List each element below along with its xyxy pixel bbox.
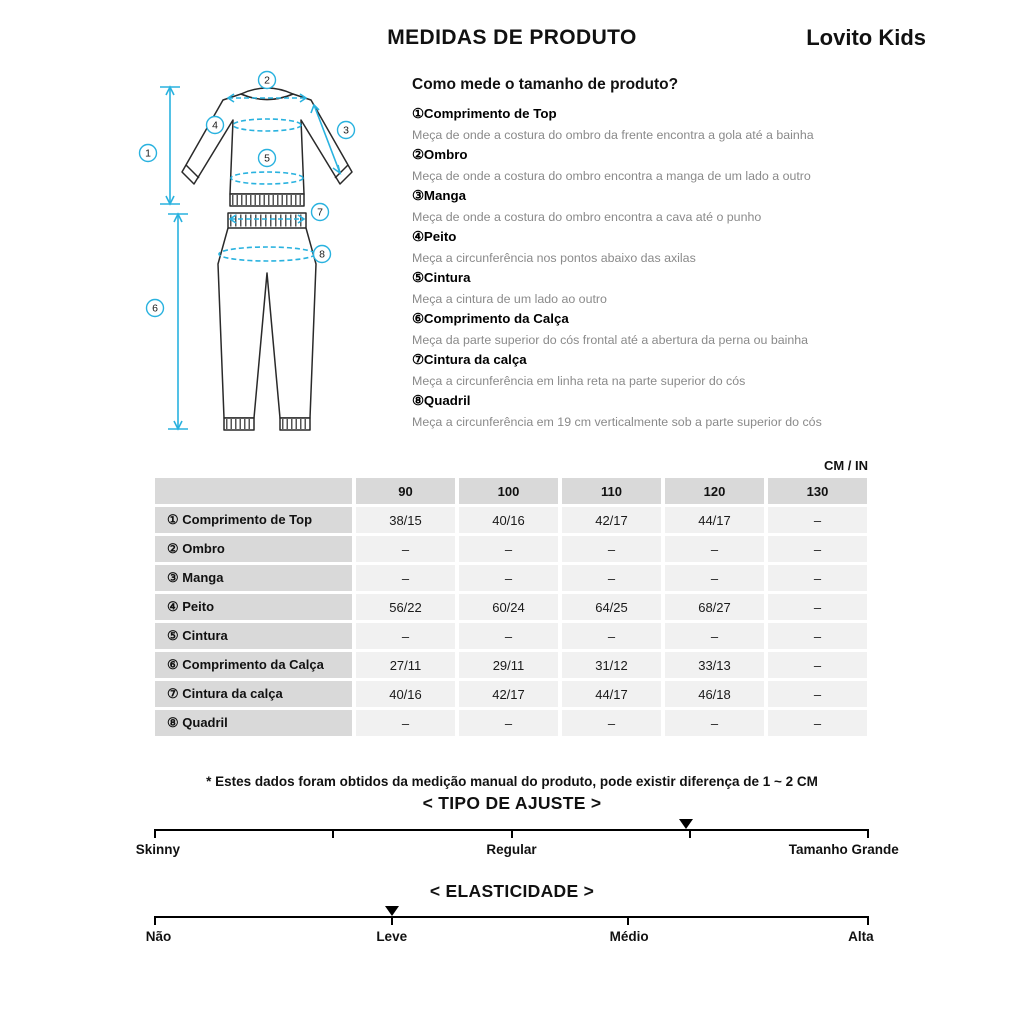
table-cell: 44/17 [562, 681, 661, 707]
elasticity-scale-marker [385, 906, 399, 916]
fit-label-regular: Regular [486, 842, 537, 857]
svg-text:8: 8 [319, 248, 325, 261]
item-title: Comprimento da Calça [423, 311, 569, 326]
elasticity-label-medium: Médio [609, 929, 649, 944]
size-col-header: 120 [665, 478, 764, 504]
table-cell: 40/16 [459, 507, 558, 533]
measure-item [412, 227, 917, 268]
fit-scale-title: < TIPO DE AJUSTE > [422, 793, 602, 813]
measure-item [412, 350, 917, 391]
scale-tick [154, 829, 156, 838]
measure-item [412, 104, 917, 145]
table-cell: – [768, 681, 867, 707]
size-col-header: 100 [459, 478, 558, 504]
table-cell: 68/27 [665, 594, 764, 620]
table-cell: – [459, 536, 558, 562]
table-cell: 60/24 [459, 594, 558, 620]
table-cell: 42/17 [459, 681, 558, 707]
table-cell: 40/16 [356, 681, 455, 707]
item-title: Ombro [423, 147, 468, 162]
item-number: ③ [412, 188, 424, 203]
table-cell: 56/22 [356, 594, 455, 620]
table-cell: – [562, 536, 661, 562]
row-label: ② Ombro [155, 536, 352, 562]
scale-tick [867, 829, 869, 838]
item-number: ⑧ [412, 393, 424, 408]
item-description: Meça da parte superior do cós frontal até a abertura da perna ou bainha [412, 332, 809, 347]
row-label: ⑤ Cintura [155, 623, 352, 649]
item-title: Cintura da calça [423, 352, 527, 367]
fit-scale-marker [679, 819, 693, 829]
svg-text:6: 6 [152, 302, 158, 315]
scale-tick [511, 829, 513, 838]
table-cell: – [356, 623, 455, 649]
how-to-measure-section [412, 76, 917, 432]
item-description: Meça de onde a costura do ombro encontra a manga de um lado a outro [412, 168, 811, 183]
row-label: ① Comprimento de Top [155, 507, 352, 533]
table-cell: – [562, 565, 661, 591]
svg-text:3: 3 [343, 124, 349, 137]
item-title: Manga [423, 188, 467, 203]
scale-tick [689, 829, 691, 838]
measure-item [412, 309, 917, 350]
table-cell: 46/18 [665, 681, 764, 707]
svg-text:1: 1 [145, 147, 151, 160]
brand-logo: Lovito Kids [806, 25, 926, 50]
table-cell: – [768, 594, 867, 620]
table-cell: – [459, 565, 558, 591]
measure-item [412, 391, 917, 432]
table-cell: – [768, 652, 867, 678]
item-title: Peito [423, 229, 457, 244]
scale-tick [627, 916, 629, 925]
scale-tick [391, 916, 393, 925]
scale-tick [332, 829, 334, 838]
svg-text:2: 2 [264, 74, 270, 87]
item-title: Quadril [423, 393, 471, 408]
item-number: ⑦ [412, 352, 424, 367]
size-col-header: 110 [562, 478, 661, 504]
table-cell: – [356, 565, 455, 591]
row-label: ⑦ Cintura da calça [155, 681, 352, 707]
item-title: Cintura [423, 270, 471, 285]
table-cell: – [356, 710, 455, 736]
scale-tick [154, 916, 156, 925]
item-description: Meça a circunferência em linha reta na parte superior do cós [412, 373, 746, 388]
fit-scale [135, 829, 899, 857]
size-col-header: 90 [356, 478, 455, 504]
table-cell: – [768, 710, 867, 736]
item-number: ④ [412, 229, 424, 244]
table-cell: 31/12 [562, 652, 661, 678]
elasticity-label-high: Alta [848, 929, 874, 944]
top-outline [182, 88, 352, 206]
table-cell: 44/17 [665, 507, 764, 533]
table-cell: – [768, 507, 867, 533]
table-cell: – [562, 623, 661, 649]
item-description: Meça de onde a costura do ombro da frente encontra a gola até a bainha [412, 127, 814, 142]
fit-label-skinny: Skinny [135, 842, 180, 857]
table-cell: 27/11 [356, 652, 455, 678]
row-label: ⑥ Comprimento da Calça [155, 652, 352, 678]
table-cell: – [665, 536, 764, 562]
page-title: MEDIDAS DE PRODUTO [387, 26, 637, 49]
unit-label: CM / IN [823, 458, 868, 473]
item-description: Meça a circunferência em 19 cm verticalmente sob a parte superior do cós [412, 414, 822, 429]
size-table [155, 478, 867, 736]
fit-label-large: Tamanho Grande [788, 842, 899, 857]
svg-text:7: 7 [317, 206, 323, 219]
table-cell: – [665, 565, 764, 591]
table-cell: 33/13 [665, 652, 764, 678]
item-number: ① [412, 106, 424, 121]
table-cell: – [459, 710, 558, 736]
table-cell: – [562, 710, 661, 736]
row-label: ③ Manga [155, 565, 352, 591]
measure-item [412, 145, 917, 186]
svg-text:5: 5 [264, 152, 270, 165]
table-cell: – [459, 623, 558, 649]
how-to-heading: Como mede o tamanho de produto? [412, 76, 679, 93]
item-number: ⑤ [412, 270, 424, 285]
table-cell: 29/11 [459, 652, 558, 678]
measure-item [412, 268, 917, 309]
item-description: Meça a circunferência nos pontos abaixo das axilas [412, 250, 696, 265]
scale-tick [867, 916, 869, 925]
elasticity-label-light: Leve [376, 929, 408, 944]
measure-item [412, 186, 917, 227]
pants-outline [218, 213, 316, 430]
elasticity-label-none: Não [145, 929, 172, 944]
elasticity-scale [145, 916, 874, 944]
svg-text:4: 4 [212, 119, 218, 132]
table-cell: 42/17 [562, 507, 661, 533]
table-cell: – [768, 623, 867, 649]
table-cell: – [665, 623, 764, 649]
item-number: ② [412, 147, 424, 162]
table-cell: – [768, 565, 867, 591]
row-label: ④ Peito [155, 594, 352, 620]
table-cell: – [768, 536, 867, 562]
item-number: ⑥ [412, 311, 424, 326]
size-col-header: 130 [768, 478, 867, 504]
item-description: Meça a cintura de um lado ao outro [412, 291, 607, 306]
table-cell: 38/15 [356, 507, 455, 533]
table-cell: – [356, 536, 455, 562]
table-cell: – [665, 710, 764, 736]
row-label: ⑧ Quadril [155, 710, 352, 736]
product-measurement-diagram [130, 68, 380, 448]
table-corner-cell [155, 478, 352, 504]
item-title: Comprimento de Top [423, 106, 557, 121]
measurement-disclaimer: * Estes dados foram obtidos da medição manual do produto, pode existir diferença de 1 ~ 2 CM [206, 773, 818, 789]
table-cell: 64/25 [562, 594, 661, 620]
item-description: Meça de onde a costura do ombro encontra a cava até o punho [412, 209, 762, 224]
elasticity-scale-title: < ELASTICIDADE > [429, 881, 595, 901]
